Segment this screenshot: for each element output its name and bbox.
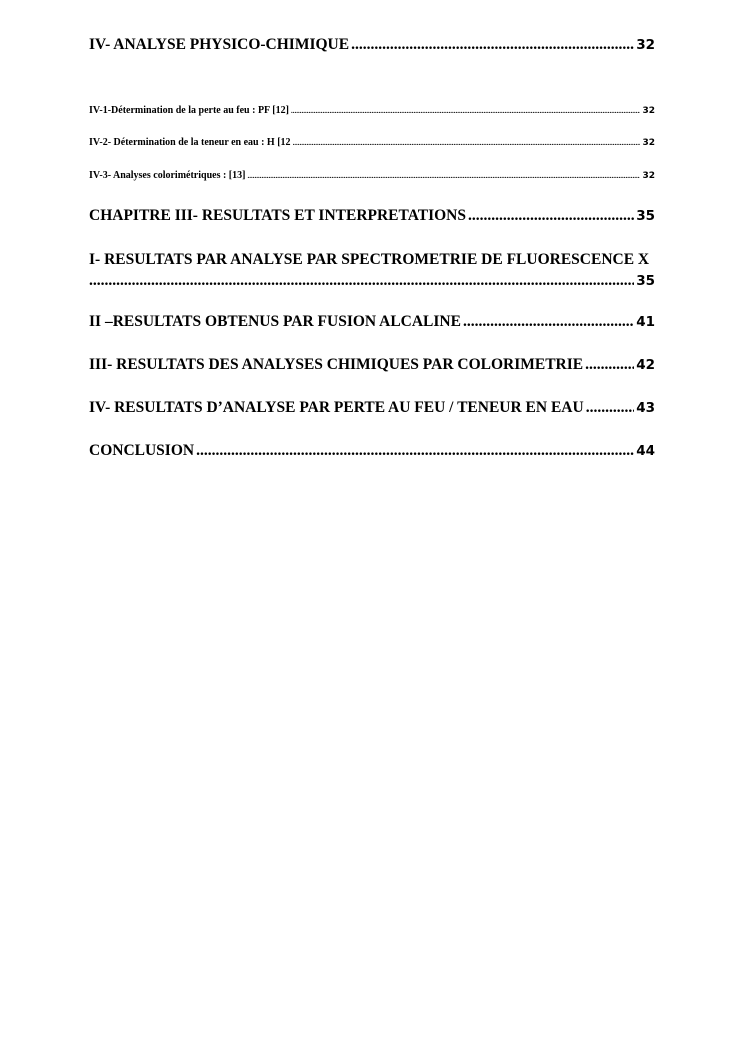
toc-page-number: 35 [636, 208, 655, 224]
toc-dot-leader [247, 172, 640, 180]
toc-page-number: 35 [636, 273, 655, 289]
toc-entry-title: CONCLUSION [89, 442, 195, 459]
toc-entry[interactable] [89, 251, 655, 290]
toc-page-number: 32 [642, 171, 655, 181]
toc-entry-title: IV-3- Analyses colorimétriques : [13] [89, 170, 246, 181]
toc-entry[interactable] [89, 105, 655, 116]
toc-page-number: 43 [636, 400, 655, 416]
toc-entry[interactable] [89, 442, 655, 460]
toc-dot-leader [196, 442, 634, 460]
toc-dot-leader [586, 399, 635, 417]
toc-dot-leader [293, 139, 641, 147]
toc-page-number: 42 [636, 357, 655, 373]
toc-entry[interactable] [89, 137, 655, 148]
toc-dot-leader [89, 272, 634, 290]
toc-entry[interactable] [89, 36, 655, 54]
toc-dot-leader [351, 36, 634, 54]
toc-entry-title: I- RESULTATS PAR ANALYSE PAR SPECTROMETRIE DE FLUORESCENCE X [89, 251, 650, 268]
toc-entry[interactable] [89, 170, 655, 181]
toc-entry[interactable] [89, 207, 655, 225]
toc-entry-title: IV- ANALYSE PHYSICO-CHIMIQUE [89, 36, 350, 53]
toc-dot-leader [463, 313, 634, 331]
toc-entry[interactable] [89, 399, 655, 417]
toc-entry-title: IV- RESULTATS D’ANALYSE PAR PERTE AU FEU / TENEUR EN EAU [89, 399, 584, 416]
toc-entry-title: IV-2- Détermination de la teneur en eau : H [12 [89, 137, 291, 148]
toc-entry-title: II –RESULTATS OBTENUS PAR FUSION ALCALINE [89, 313, 461, 330]
toc-page-number: 44 [636, 443, 655, 459]
toc-dot-leader [585, 356, 634, 374]
toc-entry-title: III- RESULTATS DES ANALYSES CHIMIQUES PAR COLORIMETRIE [89, 356, 584, 373]
toc-entry-title: IV-1-Détermination de la perte au feu : PF [12] [89, 105, 289, 116]
toc-entry-title: CHAPITRE III- RESULTATS ET INTERPRETATIONS [89, 207, 466, 224]
toc-dot-leader [291, 107, 641, 115]
toc-entry[interactable] [89, 313, 655, 331]
toc-entry[interactable] [89, 356, 655, 374]
toc-page-number: 32 [642, 106, 655, 116]
toc-page-number: 32 [642, 138, 655, 148]
toc-page-number: 32 [636, 37, 655, 53]
toc-dot-leader [468, 207, 634, 225]
toc-page-number: 41 [636, 314, 655, 330]
